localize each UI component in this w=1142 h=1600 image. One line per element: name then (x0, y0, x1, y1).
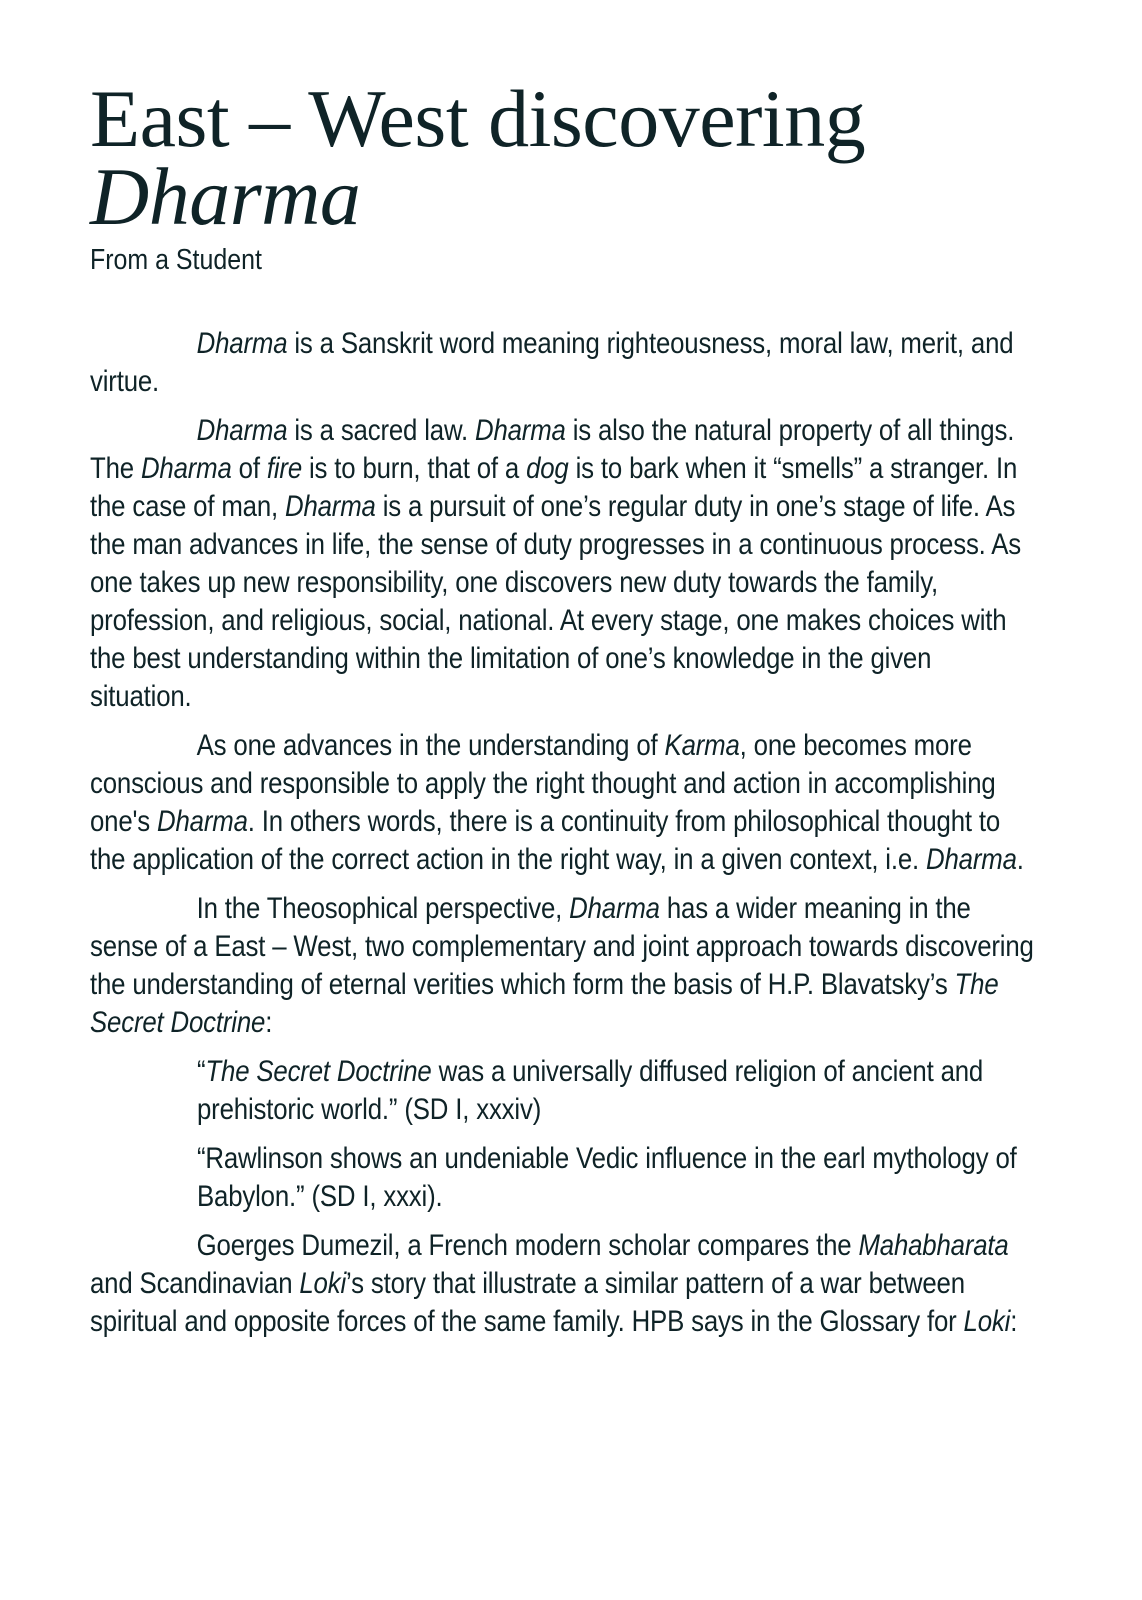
text-run: . (1016, 843, 1024, 876)
document-page (90, 0, 1035, 1352)
text-run: , one becomes more conscious and responsible to apply the right thought and action in accomplishing one's (90, 729, 996, 838)
italic-text: Loki (963, 1305, 1011, 1338)
text-run: . In others words, there is a continuity from philosophical thought to the application of the correct action in the right way, in a given context, i.e. (90, 805, 1001, 876)
italic-text: Dharma (284, 490, 376, 523)
text-run: As one advances in the understanding of (196, 729, 665, 762)
italic-text: Mahabharata (858, 1229, 1009, 1262)
text-run: is also the natural property of all things. The (90, 414, 1015, 485)
text-run: : (265, 1006, 273, 1039)
paragraph (90, 890, 1036, 1042)
text-run: is a pursuit of one’s regular duty in one’s stage of life. As the man advances in life, the sense of duty progresses in a continuous process. As one takes up new responsibility, one discovers new duty towards the family, profession, and religious, social, national. At every stage, one makes choices with the best understanding within the limitation of one’s knowledge in the given situation. (90, 490, 1022, 713)
italic-text: dog (526, 452, 569, 485)
title-line-1: East – West discovering (90, 73, 866, 164)
italic-text: Dharma (140, 452, 232, 485)
italic-text: The Secret Doctrine (90, 968, 999, 1039)
block-quote (197, 1140, 1040, 1216)
byline: From a Student (90, 244, 262, 276)
text-run: “ (197, 1055, 206, 1088)
title-line-2: Dharma (90, 151, 361, 242)
italic-text: Dharma (157, 805, 248, 838)
article-body (90, 325, 1035, 1341)
italic-text: Dharma (926, 843, 1017, 876)
block-quote (197, 1053, 1040, 1129)
paragraph (90, 412, 1036, 716)
text-run: and Scandinavian (90, 1267, 300, 1300)
italic-text: Dharma (569, 892, 660, 925)
text-run: is to bark when it “smells” a stranger. In the case of man, (90, 452, 1018, 523)
text-run: ’s story that illustrate a similar pattern of a war between spiritual and opposite forces of the same family. HPB says in the Glossary for (90, 1267, 965, 1338)
italic-text: Dharma (474, 414, 566, 447)
paragraph (90, 727, 1036, 879)
text-run: Goerges Dumezil, a French modern scholar compares the (196, 1229, 859, 1262)
italic-text: Dharma (196, 327, 288, 360)
italic-text: The Secret Doctrine (205, 1055, 432, 1088)
italic-text: Karma (664, 729, 740, 762)
paragraph (90, 1227, 1036, 1341)
text-run: is a sacred law. (287, 414, 475, 447)
text-run: “Rawlinson shows an undeniable Vedic influence in the earl mythology of Babylon.” (SD I, xxxi). (197, 1142, 1017, 1213)
paragraph (90, 325, 1036, 401)
text-run: has a wider meaning in the sense of a East – West, two complementary and joint approach towards discovering the understanding of eternal verities which form the basis of H.P. Blavatsky’s (90, 892, 1034, 1001)
italic-text: fire (266, 452, 302, 485)
text-run: In the Theosophical perspective, (196, 892, 570, 925)
italic-text: Dharma (196, 414, 288, 447)
text-run: : (1010, 1305, 1018, 1338)
text-run: is a Sanskrit word meaning righteousness, moral law, merit, and virtue. (90, 327, 1014, 398)
document-title (90, 0, 1035, 242)
italic-text: Loki (299, 1267, 347, 1300)
text-run: is to burn, that of a (301, 452, 527, 485)
text-run: was a universally diffused religion of ancient and prehistoric world.” (SD I, xxxiv) (197, 1055, 984, 1126)
text-run: of (231, 452, 267, 485)
